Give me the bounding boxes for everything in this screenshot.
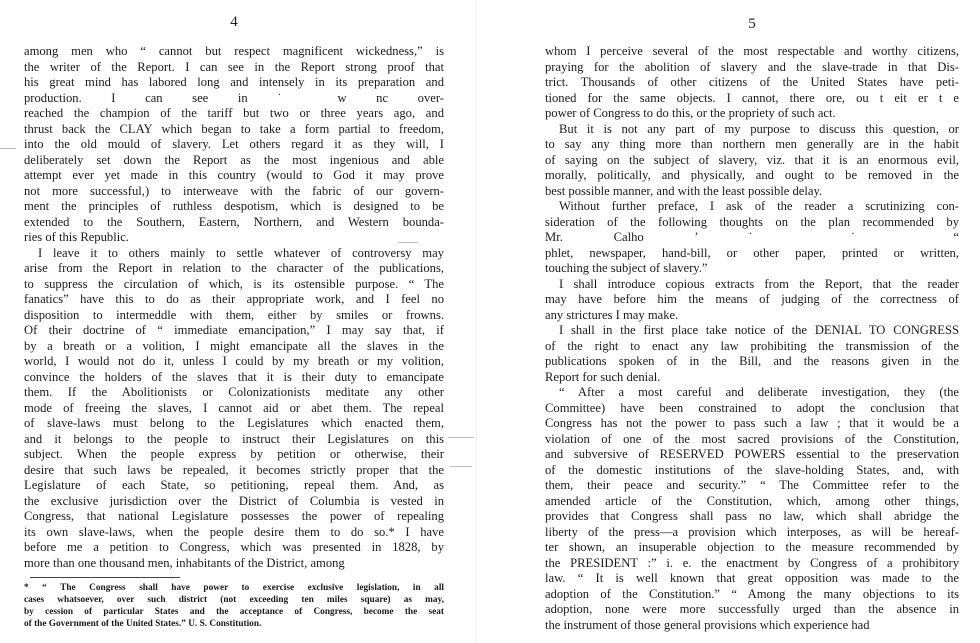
text-line: its own slave-laws, when the people desire them to do so.* I have (24, 524, 444, 539)
text-line: and subversive of RESERVED POWERS essential to the preservation (545, 447, 959, 461)
text-line: praying for the abolition of slavery and the slave-trade in that Dis- (545, 59, 959, 74)
page-gutter (476, 0, 477, 643)
text-line: mode of freeing the slaves, I cannot aid or abet them. The repeal (24, 400, 444, 415)
text-line: disposition to intermeddle with them, either by smiles or frowns. (24, 307, 444, 322)
text-line: to suppress the circulation of which, is its ostensible purpose. “ The (24, 276, 444, 291)
right-page (545, 0, 959, 643)
footnote-rule (30, 577, 180, 578)
text-line: law. “ It is well known that great opposition was made to the (545, 571, 959, 585)
text-line: Without further preface, I ask of the reader a scrutinizing con- (559, 199, 959, 213)
text-line: arise from the Report in relation to the character of the publications, (24, 261, 444, 275)
scan-mark (398, 242, 418, 243)
text-line: Committee) have been constrained to adopt the conclusion that (545, 400, 959, 415)
text-line: Congress has not the power to pass such a law ; that it would be a (545, 416, 959, 430)
text-line: of saying on the subject of slavery, viz. that it is an enormous evil, (545, 152, 959, 167)
text-line: touching the subject of slavery.” (545, 261, 708, 275)
text-line: “ After a most careful and deliberate investigation, they (the (559, 385, 959, 399)
text-line: desire that such laws be repealed, it becomes strictly proper that the (24, 462, 444, 477)
text-line: world, I would not do it, unless I could by my breath or my volition, (24, 354, 444, 368)
text-line: Congress, that national Legislature possesses the power of repealing (24, 509, 444, 523)
footnote-line: of the Government of the United States.” U. S. Constitution. (24, 619, 262, 629)
text-line: publications spoken of in the Bill, and the reasons given in the (545, 354, 959, 368)
text-line: ter shown, an insuperable objection to the measure recommended by (545, 540, 959, 554)
text-line: subject. When the people express by petition or otherwise, their (24, 447, 444, 461)
text-line: by a breath or a volition, I might emancipate all the slaves in the (24, 338, 444, 353)
text-line: of the right to enact any law prohibiting the transmission of the (545, 338, 959, 353)
text-line: tioned for the same objects. I cannot, there ore, ou t eit er t e (545, 90, 959, 105)
text-line: provides that Congress shall pass no law, which shall abridge the (545, 509, 959, 523)
text-line: convince the holders of the slaves that it is their duty to emancipate (24, 369, 444, 384)
text-line: into the old mould of slavery. Let others regard it as they will, I (24, 137, 444, 151)
text-line: Legislature of each State, so petitioning, repeal them. And, as (24, 478, 444, 492)
scan-mark (448, 437, 474, 438)
text-line: among men who “ cannot but respect magnificent wickedness,” is (24, 44, 444, 58)
text-line: trict. Thousands of other citizens of the United States have peti- (545, 75, 959, 89)
text-line: liberty of the press—a provision which interposes, as will be hereaf- (545, 524, 959, 539)
page-number-right: 5 (748, 16, 756, 32)
footnote-line: by cession of particular States and the acceptance of Congress, become the seat (24, 607, 444, 617)
text-line: I leave it to others mainly to settle whatever of controversy may (38, 245, 444, 260)
text-line: attempt ever yet made in this country (would to God it may prove (24, 168, 444, 182)
left-page (24, 0, 444, 643)
text-line: adoption, none were more successfully urged than the absence in (545, 602, 959, 616)
text-line: the instrument of those general provisions which experience had (545, 617, 870, 632)
text-line: any strictures I may make. (545, 307, 679, 322)
text-line: I shall introduce copious extracts from the Report, that the reader (559, 276, 959, 291)
text-line: production. I can see in ˙ w nc over- (24, 90, 444, 105)
text-line: I shall in the first place take notice of the DENIAL TO CONGRESS (559, 323, 959, 337)
text-line: the PRESIDENT :” i. e. the enactment by Congress of a prohibitory (545, 555, 959, 570)
text-line: Mr. Calho ’ ˙ ˙ “ (545, 230, 959, 244)
text-line: power of Congress to do this, or the propriety of such act. (545, 106, 836, 120)
text-line: phlet, newspaper, hand-bill, or other paper, printed or written, (545, 245, 959, 260)
right-page-body (545, 44, 959, 633)
text-line: his great mind has labored long and intensely in its preparation and (24, 75, 444, 89)
text-line: morally, politically, and physically, and ought to be removed in the (545, 168, 959, 182)
text-line: adoption of the Constitution.” “ Among the many objections to its (545, 586, 959, 601)
text-line: violation of one of the most sacred provisions of the Constitution, (545, 431, 959, 446)
footnote-line: cases whatsoever, over such district (not exceeding ten miles square) as may, (24, 595, 444, 605)
footnote (24, 582, 444, 630)
text-line: the writer of the Report. I can see in the Report strong proof that (24, 59, 444, 74)
left-page-body (24, 44, 444, 571)
page-number-left: 4 (230, 14, 238, 30)
text-line: them. If the Abolitionists or Colonizationists meditate any other (24, 385, 444, 399)
text-line: thrust back the CLAY which began to take a form partial to freedom, (24, 121, 444, 136)
text-line: more than one thousand men, inhabitants of the District, among (24, 555, 345, 570)
text-line: best possible manner, and with the least possible delay. (545, 183, 823, 198)
text-line: and it belongs to the people to instruct their Legislatures on this (24, 431, 444, 446)
text-line: sideration of the following thoughts on the plan recommended by (545, 214, 959, 229)
text-line: may have before him the means of judging of the correctness of (545, 292, 959, 306)
text-line: them, their peace and security.” “ The Committee refer to the (545, 478, 959, 492)
text-line: Report for such denial. (545, 369, 661, 384)
text-line: Of their doctrine of “ immediate emancipation,” I may say that, if (24, 323, 444, 337)
text-line: amended article of the Constitution, which, among other things, (545, 493, 959, 508)
scan-mark (450, 466, 472, 467)
text-line: of the domestic institutions of the slave-holding States, and, with (545, 462, 959, 477)
text-line: to say any thing more than northern men generally are in the habit (545, 137, 959, 151)
text-line: extended to the Southern, Eastern, Northern, and Western bounda- (24, 214, 444, 229)
scan-mark (0, 148, 16, 149)
text-line: deliberately set down the Report as the most ingenious and able (24, 152, 444, 167)
footnote-line: * “ The Congress shall have power to exercise exclusive legislation, in all (24, 583, 444, 593)
text-line: before me a petition to Congress, which was presented in 1828, by (24, 540, 444, 554)
text-line: not more successful,) to interweave with the fabric of our govern- (24, 183, 444, 198)
text-line: ment the principles of ruthless despotism, which is designed to be (24, 199, 444, 213)
text-line: the exclusive jurisdiction over the District of Columbia is vested in (24, 493, 444, 508)
text-line: whom I perceive several of the most respectable and worthy citizens, (545, 44, 959, 58)
text-line: reached the champion of the tariff but two or three years ago, and (24, 106, 444, 120)
text-line: But it is not any part of my purpose to discuss this question, or (559, 121, 959, 136)
text-line: ries of this Republic. (24, 230, 129, 244)
text-line: fanatics” have this to do as their appropriate work, and I feel no (24, 292, 444, 306)
text-line: of slave-laws must belong to the Legislatures which enacted them, (24, 416, 444, 430)
